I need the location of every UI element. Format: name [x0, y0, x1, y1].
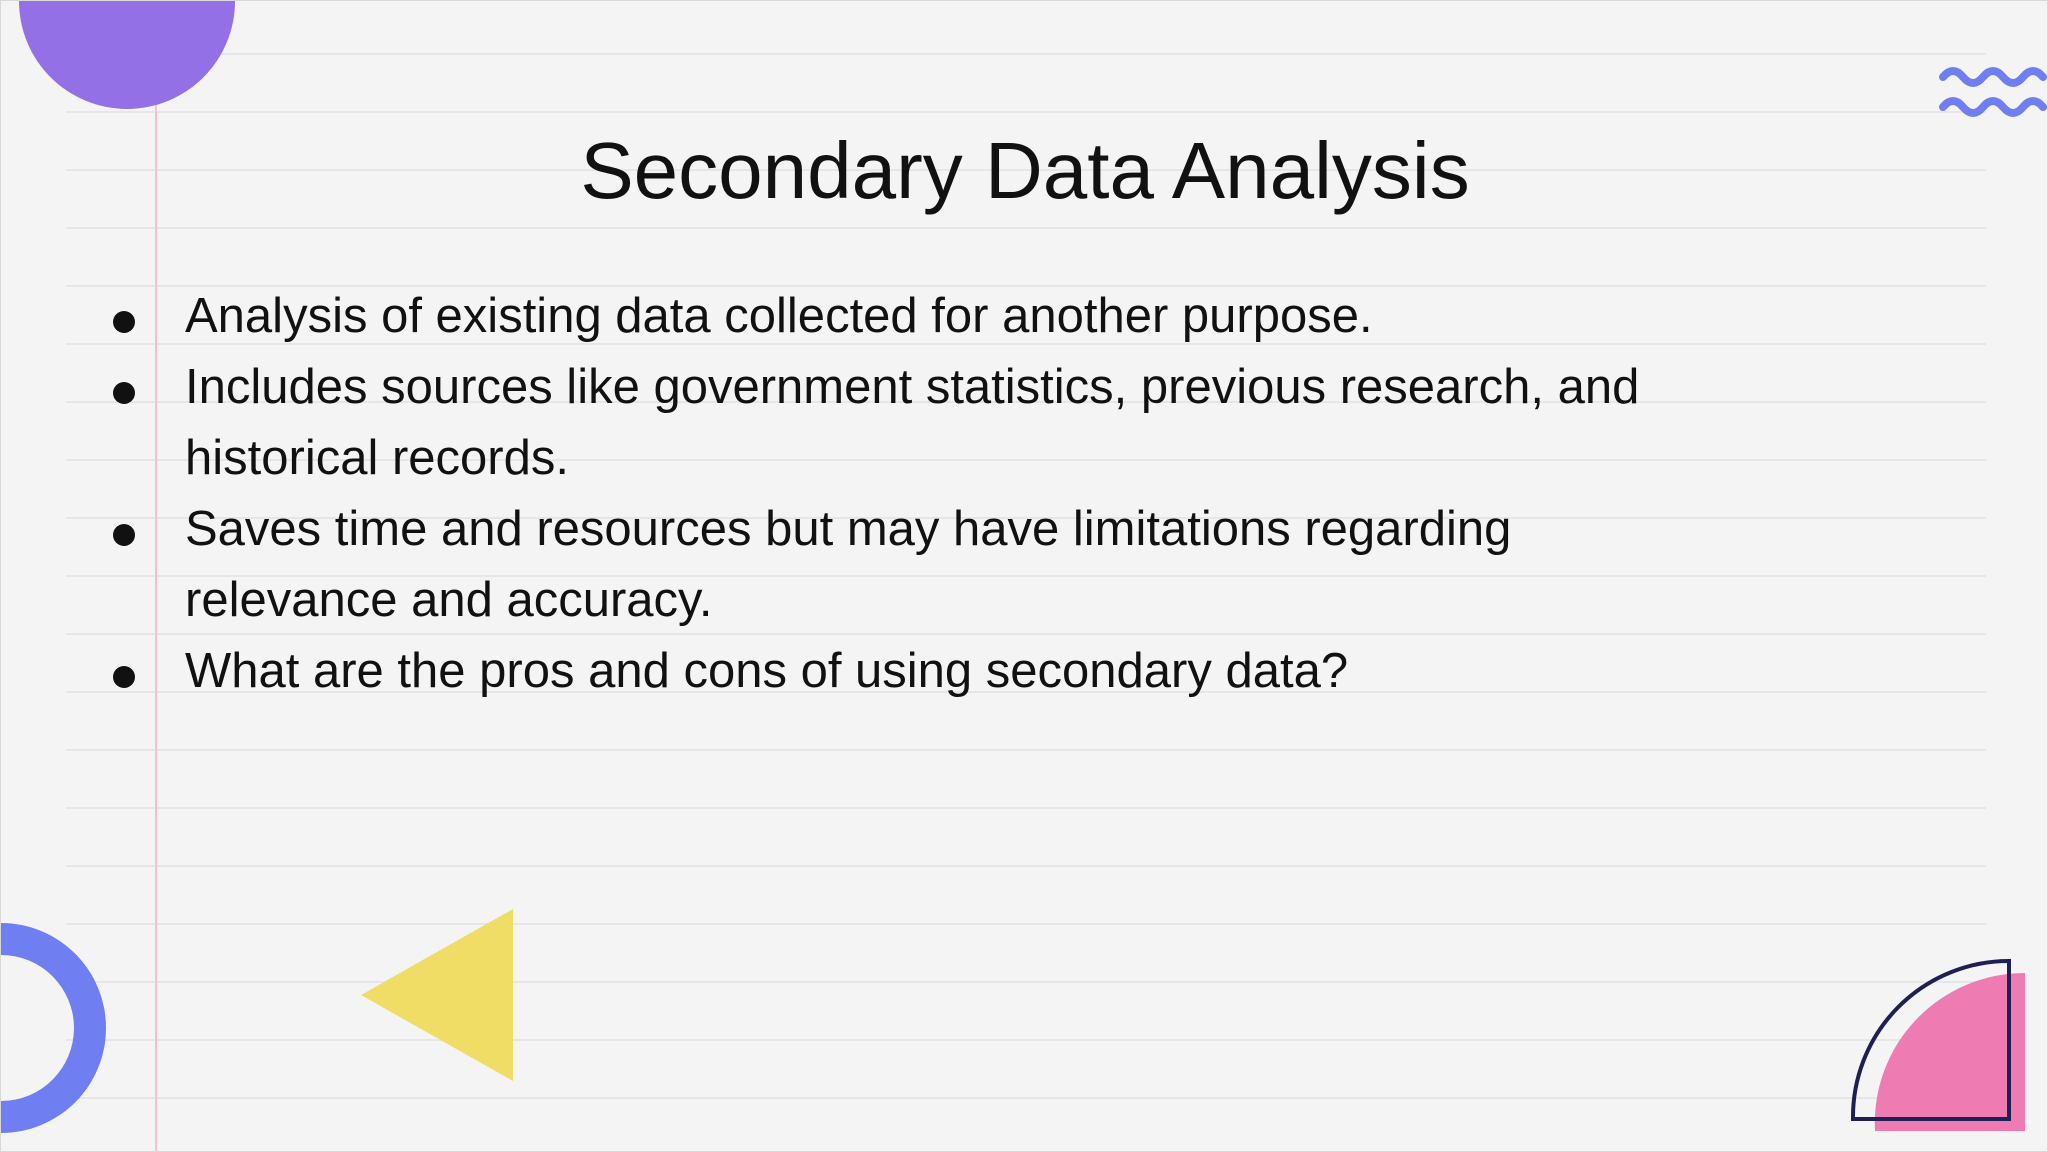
bullet-text: Saves time and resources but may have limitations regarding relevance and accuracy. [185, 502, 1512, 627]
bullet-dot [113, 524, 135, 546]
pink-quarter-circle [1849, 953, 2039, 1143]
bullet-dot [113, 382, 135, 404]
bullet-item [105, 281, 1665, 352]
bullet-text: What are the pros and cons of using secondary data? [185, 644, 1349, 698]
bullet-list [105, 281, 1665, 707]
bullet-dot [113, 666, 135, 688]
bullet-item [105, 494, 1665, 636]
bullet-text: Includes sources like government statistics, previous research, and historical records. [185, 360, 1640, 485]
purple-half-circle [19, 1, 235, 111]
bullet-item [105, 352, 1665, 494]
blue-ring [1, 913, 121, 1143]
bullet-item [105, 636, 1665, 707]
yellow-triangle [361, 907, 517, 1083]
bullet-dot [113, 311, 135, 333]
blue-wave-icon [1939, 63, 2048, 125]
slide-title: Secondary Data Analysis [580, 126, 1470, 215]
bullet-text: Analysis of existing data collected for another purpose. [185, 289, 1373, 343]
